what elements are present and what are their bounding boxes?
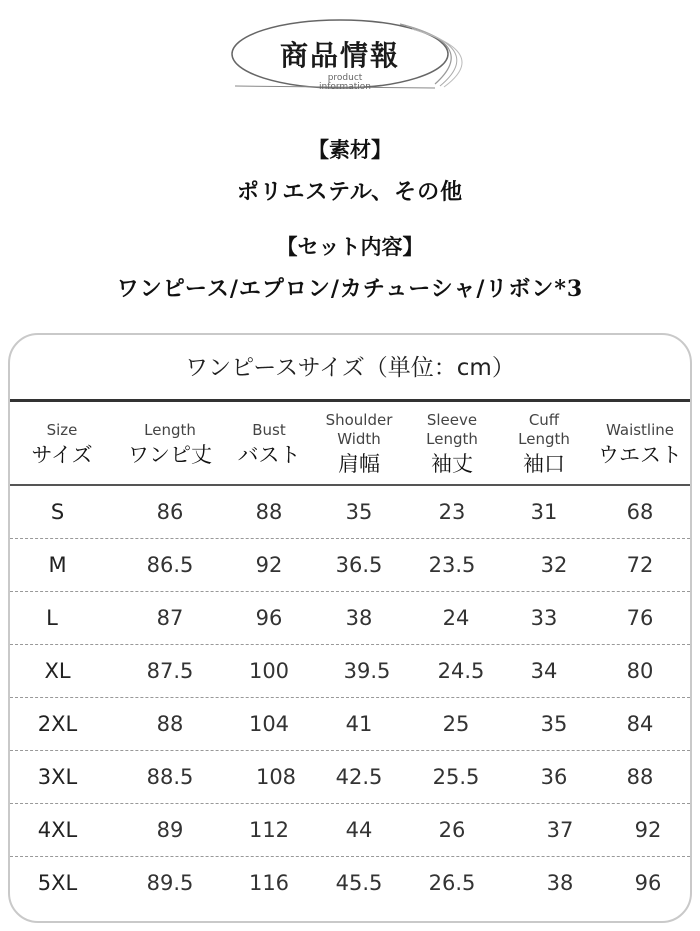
table-row (10, 751, 690, 804)
column-header-en: Shoulder (325, 411, 393, 429)
shoulder-cell: 45.5 (335, 871, 383, 895)
size-table (8, 333, 692, 923)
shoulder-cell: 41 (345, 712, 373, 736)
shoulder-cell: 38 (345, 606, 373, 630)
cuff-cell: 34 (530, 659, 558, 683)
length-cell: 86.5 (146, 553, 194, 577)
bust-cell: 108 (255, 765, 297, 789)
size-cell: M (48, 553, 67, 577)
size-cell: 5XL (37, 871, 78, 895)
material-value: ポリエステル、その他 (236, 179, 464, 205)
length-cell: 86 (156, 500, 184, 524)
sleeve-cell: 23.5 (428, 553, 476, 577)
column-header-jp: 袖丈 (431, 452, 473, 476)
column-header-en: Waistline (606, 421, 674, 439)
size-cell: 3XL (37, 765, 78, 789)
size-cell: XL (44, 659, 71, 683)
column-header-shoulder-width (312, 411, 406, 477)
size-cell: 4XL (37, 818, 78, 842)
column-header-jp: ワンピ丈 (128, 443, 212, 467)
length-cell: 88.5 (146, 765, 194, 789)
waist-cell: 92 (634, 818, 662, 842)
sleeve-cell: 24.5 (437, 659, 485, 683)
column-header-en: Cuff (528, 411, 560, 429)
waist-cell: 88 (626, 765, 654, 789)
sleeve-cell: 26 (438, 818, 466, 842)
table-row (10, 486, 690, 539)
column-header-jp: 肩幅 (338, 452, 380, 476)
column-header-sleeve-length (406, 411, 498, 477)
column-header-en: Sleeve (426, 411, 478, 429)
waist-cell: 84 (626, 712, 654, 736)
table-row (10, 804, 690, 857)
column-header-jp: ウエスト (598, 443, 682, 467)
column-header-size (10, 411, 114, 468)
column-header-cuff-length (498, 411, 590, 477)
cuff-cell: 31 (530, 500, 558, 524)
table-row (10, 645, 690, 698)
length-cell: 87.5 (146, 659, 194, 683)
table-row (10, 857, 690, 910)
column-header-en: Length (144, 421, 196, 439)
sleeve-cell: 24 (442, 606, 470, 630)
table-row (10, 592, 690, 645)
badge-subtitle-line1: product (327, 73, 363, 83)
waist-cell: 76 (626, 606, 654, 630)
column-header-en-line2: Width (337, 430, 381, 448)
set-contents-value: ワンピース/エプロン/カチューシャ/リボン*3 (116, 276, 584, 302)
size-table-title: ワンピースサイズ（単位：cm） (185, 355, 515, 381)
size-cell: 2XL (37, 712, 78, 736)
bust-cell: 88 (255, 500, 283, 524)
column-header-jp: バスト (237, 443, 301, 467)
title-divider (10, 399, 690, 402)
column-header-en-line2: Length (518, 430, 570, 448)
cuff-cell: 32 (540, 553, 568, 577)
bust-cell: 100 (248, 659, 290, 683)
cuff-cell: 37 (546, 818, 574, 842)
shoulder-cell: 36.5 (335, 553, 383, 577)
material-heading: 【素材】 (308, 137, 392, 162)
cuff-cell: 35 (540, 712, 568, 736)
sleeve-cell: 26.5 (428, 871, 476, 895)
column-header-jp: 袖口 (523, 452, 565, 476)
table-row (10, 698, 690, 751)
size-cell: L (46, 606, 58, 630)
sleeve-cell: 25.5 (432, 765, 480, 789)
table-row (10, 539, 690, 592)
column-header-en: Size (46, 421, 78, 439)
bust-cell: 104 (248, 712, 290, 736)
cuff-cell: 36 (540, 765, 568, 789)
waist-cell: 68 (626, 500, 654, 524)
waist-cell: 80 (626, 659, 654, 683)
column-header-en-line2: Length (426, 430, 478, 448)
badge-title: 商品情報 (279, 39, 400, 72)
shoulder-cell: 42.5 (335, 765, 383, 789)
size-cell: S (50, 500, 65, 524)
length-cell: 87 (156, 606, 184, 630)
waist-cell: 96 (634, 871, 662, 895)
badge-subtitle (300, 74, 390, 92)
column-header-jp: サイズ (31, 443, 93, 467)
column-header-bust (226, 411, 312, 468)
cuff-cell: 33 (530, 606, 558, 630)
bust-cell: 116 (248, 871, 290, 895)
bust-cell: 92 (255, 553, 283, 577)
length-cell: 89 (156, 818, 184, 842)
length-cell: 89.5 (146, 871, 194, 895)
product-info-badge (230, 14, 480, 94)
length-cell: 88 (156, 712, 184, 736)
shoulder-cell: 39.5 (343, 659, 391, 683)
column-header-length (114, 411, 226, 468)
waist-cell: 72 (626, 553, 654, 577)
column-header-waistline (590, 411, 690, 468)
badge-subtitle-line2: information (319, 82, 371, 92)
shoulder-cell: 44 (345, 818, 373, 842)
column-header-en: Bust (252, 421, 286, 439)
cuff-cell: 38 (546, 871, 574, 895)
sleeve-cell: 23 (438, 500, 466, 524)
sleeve-cell: 25 (442, 712, 470, 736)
shoulder-cell: 35 (345, 500, 373, 524)
bust-cell: 96 (255, 606, 283, 630)
bust-cell: 112 (248, 818, 290, 842)
set-contents-heading: 【セット内容】 (276, 234, 424, 259)
